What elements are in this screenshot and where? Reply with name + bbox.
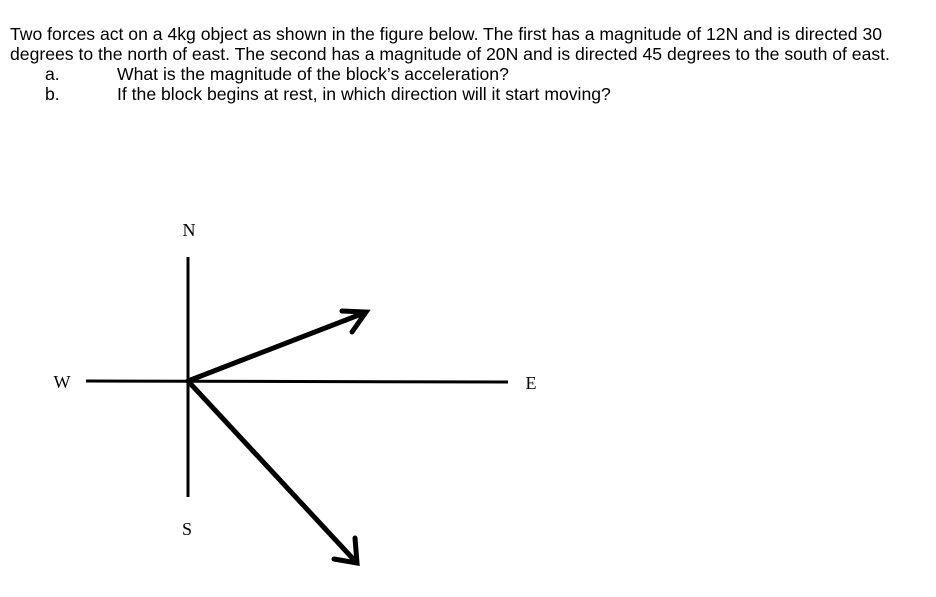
south-label: S <box>181 519 193 539</box>
sub-question-text: If the block begins at rest, in which direction will it start moving? <box>117 84 611 104</box>
sub-question-label: a. <box>45 64 60 84</box>
force-2-arrow <box>188 381 357 563</box>
sub-question-label: b. <box>45 84 60 104</box>
west-label: W <box>53 372 71 392</box>
west-east-axis <box>86 381 508 382</box>
sub-question-text: What is the magnitude of the block’s acceleration? <box>117 64 509 84</box>
north-label: N <box>182 220 196 240</box>
east-label: E <box>525 373 537 393</box>
force-1-arrow <box>188 311 366 381</box>
problem-text: Two forces act on a 4kg object as shown in the figure below. The first has a magnitude of 12N and is directed 30 degrees to the north of east. The second has a magnitude of 20N and is directed 45 degrees to the south of east. <box>10 24 890 64</box>
